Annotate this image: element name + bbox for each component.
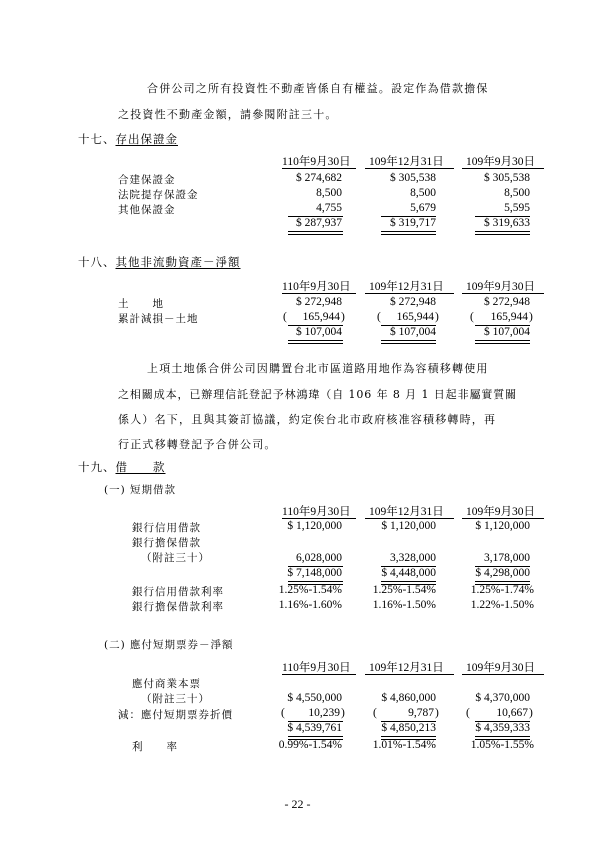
cell-value: 5,679 — [410, 202, 436, 214]
col-header-1: 110年9月30日 — [282, 662, 351, 674]
row-label: 銀行擔保借款 — [132, 537, 201, 549]
cell-value: 8,500 — [410, 187, 436, 199]
cell-value: $ 4,550,000 — [287, 692, 342, 704]
intro-line-2: 之投資性不動產金額，請參閱附註三十。 — [118, 108, 338, 121]
intro-line-1: 合併公司之所有投資性不動產皆係自有權益。設定作為借款擔保 — [147, 82, 489, 95]
cell-value: $ 305,538 — [390, 172, 436, 184]
subsection-1-title: (一) 短期借款 — [104, 484, 177, 496]
cell-value: $ 1,120,000 — [287, 520, 342, 532]
land-note-line-1: 上項土地係合併公司因購置台北市區道路用地作為容積移轉使用 — [147, 362, 489, 375]
cell-value: 1.25%-1.74% — [470, 584, 534, 596]
section-number: 十八、 — [78, 255, 116, 269]
row-label: 應付商業本票 — [132, 678, 201, 690]
cell-value: 165,944 — [396, 311, 434, 323]
col-header-2: 109年12月31日 — [369, 156, 444, 168]
close-paren: ) — [341, 707, 345, 719]
cell-value: 8,500 — [504, 187, 530, 199]
close-paren: ) — [529, 707, 533, 719]
total-value: $ 319,717 — [390, 217, 436, 229]
total-value: $ 4,850,213 — [381, 722, 436, 734]
row-label: 利 率 — [132, 741, 178, 753]
total-value: $ 287,937 — [296, 217, 342, 229]
cell-value: 9,787 — [408, 707, 434, 719]
row-label: 銀行信用借款利率 — [132, 586, 224, 598]
cell-value: 3,328,000 — [390, 552, 436, 564]
open-paren: ( — [283, 311, 287, 323]
cell-value: 3,178,000 — [484, 552, 530, 564]
cell-value: $ 1,120,000 — [381, 520, 436, 532]
cell-value: 165,944 — [302, 311, 340, 323]
col-header-2: 109年12月31日 — [369, 662, 444, 674]
close-paren: ) — [435, 311, 439, 323]
cell-value: 0.99%-1.54% — [278, 739, 342, 751]
cell-value: 1.16%-1.50% — [372, 599, 436, 611]
cell-value: $ 1,120,000 — [475, 520, 530, 532]
row-label: （附註三十） — [141, 552, 210, 564]
section-title: 存出保證金 — [115, 132, 178, 146]
cell-value: 10,667 — [496, 707, 528, 719]
total-value: $ 107,004 — [296, 326, 342, 338]
cell-value: 1.01%-1.54% — [372, 739, 436, 751]
cell-value: $ 272,948 — [484, 296, 530, 308]
cell-value: 1.22%-1.50% — [470, 599, 534, 611]
cell-value: 10,239 — [308, 707, 340, 719]
cell-value: 5,595 — [504, 202, 530, 214]
cell-value: 1.25%-1.54% — [278, 584, 342, 596]
close-paren: ) — [435, 707, 439, 719]
cell-value: $ 272,948 — [390, 296, 436, 308]
cell-value: $ 305,538 — [484, 172, 530, 184]
land-note-line-3: 係人）名下，且與其簽訂協議，約定俟台北市政府核准容積移轉時，再 — [118, 413, 497, 426]
col-header-3: 109年9月30日 — [466, 281, 535, 293]
col-header-3: 109年9月30日 — [466, 662, 535, 674]
section-number: 十七、 — [78, 132, 116, 146]
section-19-heading — [78, 459, 166, 475]
section-title: 其他非流動資產－淨額 — [115, 255, 241, 269]
cell-value: $ 4,370,000 — [475, 692, 530, 704]
open-paren: ( — [281, 707, 285, 719]
total-value: $ 4,448,000 — [381, 567, 436, 579]
total-value: $ 107,004 — [390, 326, 436, 338]
col-header-1: 110年9月30日 — [282, 281, 351, 293]
col-header-1: 110年9月30日 — [282, 506, 351, 518]
row-label: 銀行信用借款 — [132, 522, 201, 534]
open-paren: ( — [377, 311, 381, 323]
cell-value: 1.25%-1.54% — [372, 584, 436, 596]
close-paren: ) — [341, 311, 345, 323]
row-label: 合建保證金 — [118, 174, 176, 186]
cell-value: $ 4,860,000 — [381, 692, 436, 704]
open-paren: ( — [373, 707, 377, 719]
cell-value: $ 274,682 — [296, 172, 342, 184]
row-label: 土 地 — [118, 298, 164, 310]
cell-value: 8,500 — [316, 187, 342, 199]
subsection-2-title: (二) 應付短期票券－淨額 — [104, 639, 234, 651]
section-title: 借 款 — [115, 460, 166, 474]
section-number: 十九、 — [78, 460, 116, 474]
cell-value: 1.05%-1.55% — [470, 739, 534, 751]
col-header-3: 109年9月30日 — [466, 506, 535, 518]
total-value: $ 4,359,333 — [475, 722, 530, 734]
total-value: $ 4,539,761 — [287, 722, 342, 734]
total-value: $ 4,298,000 — [475, 567, 530, 579]
land-note-line-4: 行正式移轉登記予合併公司。 — [118, 438, 277, 451]
col-header-3: 109年9月30日 — [466, 156, 535, 168]
open-paren: ( — [466, 707, 470, 719]
cell-value: 6,028,000 — [296, 552, 342, 564]
total-value: $ 107,004 — [484, 326, 530, 338]
open-paren: ( — [470, 311, 474, 323]
total-value: $ 7,148,000 — [287, 567, 342, 579]
cell-value: 1.16%-1.60% — [278, 599, 342, 611]
total-value: $ 319,633 — [484, 217, 530, 229]
col-header-1: 110年9月30日 — [282, 156, 351, 168]
col-header-2: 109年12月31日 — [369, 281, 444, 293]
land-note-line-2: 之相關成本，已辦理信託登記予林鴻瑋（自 106 年 8 月 1 日起非屬實質關 — [118, 388, 518, 401]
row-label: 累計減損－土地 — [118, 313, 199, 325]
cell-value: 165,944 — [490, 311, 528, 323]
section-17-heading — [78, 131, 178, 147]
cell-value: $ 272,948 — [296, 296, 342, 308]
col-header-2: 109年12月31日 — [369, 506, 444, 518]
row-label: 銀行擔保借款利率 — [132, 601, 224, 613]
row-label: 其他保證金 — [118, 204, 176, 216]
row-label: 減：應付短期票券折價 — [118, 709, 233, 721]
row-label: （附註三十） — [141, 693, 210, 705]
page-number: - 22 - — [284, 797, 311, 811]
cell-value: 4,755 — [316, 202, 342, 214]
row-label: 法院提存保證金 — [118, 189, 199, 201]
section-18-heading — [78, 254, 241, 270]
close-paren: ) — [529, 311, 533, 323]
